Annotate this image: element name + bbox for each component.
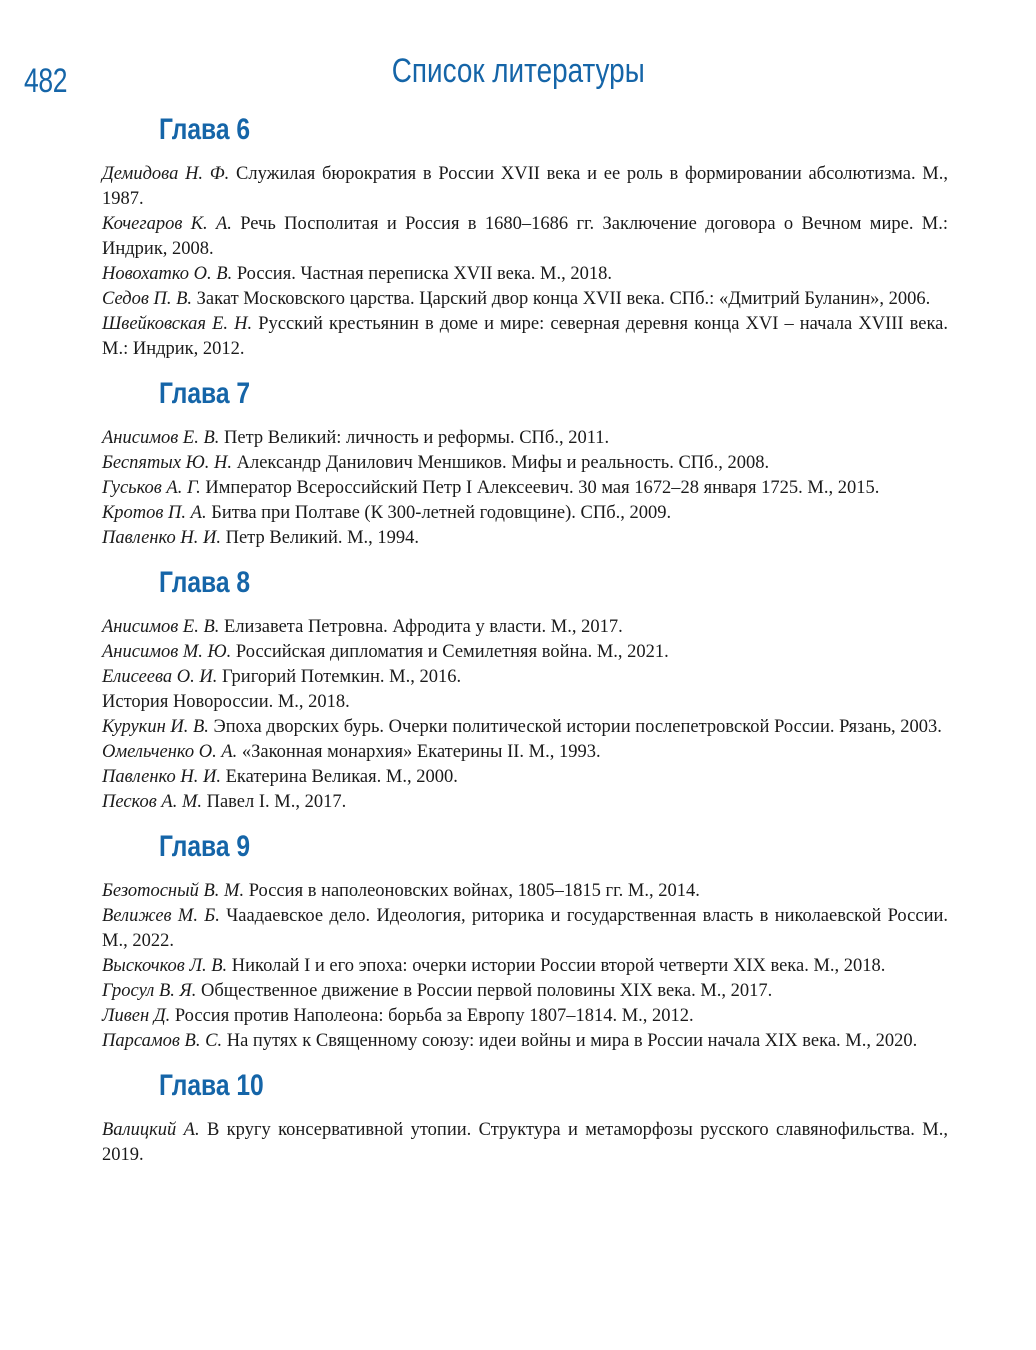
entry-author: Павленко Н. И. xyxy=(102,767,221,787)
bibliography-entry xyxy=(102,451,948,476)
chapter-title: Глава 9 xyxy=(159,830,251,863)
entry-title: Николай I и его эпоха: очерки истории России второй четверти XIX века. М., 2018. xyxy=(227,956,886,976)
bibliography-entry xyxy=(102,979,948,1004)
bibliography-entry xyxy=(102,1004,948,1029)
bibliography-entry xyxy=(102,615,948,640)
entry-author: Павленко Н. И. xyxy=(102,528,221,548)
entry-author: Омельченко О. А. xyxy=(102,742,238,762)
bibliography-entry xyxy=(102,1118,948,1168)
chapter-title: Глава 6 xyxy=(159,113,251,146)
bibliography-list xyxy=(102,1118,948,1168)
bibliography-entry xyxy=(102,287,948,312)
bibliography-list xyxy=(102,879,948,1054)
entry-title: Служилая бюрократия в России XVII века и ее роль в формировании абсолютизма. М., 1987. xyxy=(102,164,948,209)
entry-author: Песков А. М. xyxy=(102,792,202,812)
entry-author: Седов П. В. xyxy=(102,289,193,309)
entry-author: Выскочков Л. В. xyxy=(102,956,228,976)
entry-title: История Новороссии. М., 2018. xyxy=(102,692,350,712)
entry-title: Общественное движение в России первой половины XIX века. М., 2017. xyxy=(196,981,773,1001)
entry-author: Кочегаров К. А. xyxy=(102,214,232,234)
chapter-section xyxy=(102,827,948,1054)
bibliography-entry xyxy=(102,262,948,287)
chapter-section xyxy=(102,374,948,551)
chapter-title: Глава 7 xyxy=(159,377,251,410)
entry-title: Эпоха дворских бурь. Очерки политической истории послепетровской России. Рязань, 2003. xyxy=(208,717,942,737)
entry-author: Анисимов Е. В. xyxy=(102,617,220,637)
page-number: 482 xyxy=(24,62,68,100)
entry-title: Российская дипломатия и Семилетняя война. М., 2021. xyxy=(231,642,669,662)
running-title xyxy=(0,52,1036,91)
entry-title: Россия против Наполеона: борьба за Европу 1807–1814. М., 2012. xyxy=(170,1006,694,1026)
entry-author: Беспятых Ю. Н. xyxy=(102,453,232,473)
chapter-section xyxy=(102,1066,948,1168)
entry-author: Новохатко О. В. xyxy=(102,264,233,284)
chapter-section xyxy=(102,110,948,362)
entry-title: Елизавета Петровна. Афродита у власти. М., 2017. xyxy=(219,617,623,637)
entry-author: Курукин И. В. xyxy=(102,717,209,737)
bibliography-entry xyxy=(102,954,948,979)
bibliography-content xyxy=(102,110,948,1168)
entry-title: Император Всероссийский Петр I Алексеевич. 30 мая 1672–28 января 1725. М., 2015. xyxy=(200,478,880,498)
running-title-text: Список литературы xyxy=(391,52,645,90)
bibliography-entry xyxy=(102,212,948,262)
entry-author: Елисеева О. И. xyxy=(102,667,218,687)
entry-title: Александр Данилович Меншиков. Мифы и реальность. СПб., 2008. xyxy=(232,453,770,473)
bibliography-entry xyxy=(102,526,948,551)
entry-title: В кругу консервативной утопии. Структура и метаморфозы русского славянофильства. М., 2019. xyxy=(102,1120,948,1165)
entry-author: Ливен Д. xyxy=(102,1006,171,1026)
entry-author: Безотосный В. М. xyxy=(102,881,245,901)
bibliography-entry xyxy=(102,476,948,501)
bibliography-entry xyxy=(102,1029,948,1054)
bibliography-entry xyxy=(102,690,948,715)
bibliography-entry xyxy=(102,765,948,790)
entry-author: Швейковская Е. Н. xyxy=(102,314,253,334)
bibliography-entry xyxy=(102,162,948,212)
entry-title: Русский крестьянин в доме и мире: северная деревня конца XVI – начала XVIII века. М.: Индрик, 2012. xyxy=(102,314,949,359)
entry-author: Анисимов М. Ю. xyxy=(102,642,232,662)
entry-title: Екатерина Великая. М., 2000. xyxy=(220,767,458,787)
entry-title: Петр Великий. М., 1994. xyxy=(220,528,420,548)
entry-title: Россия. Частная переписка XVII века. М., 2018. xyxy=(232,264,612,284)
entry-title: Битва при Полтаве (К 300-летней годовщине). СПб., 2009. xyxy=(206,503,672,523)
entry-title: Павел I. М., 2017. xyxy=(201,792,347,812)
entry-title: На путях к Священному союзу: идеи войны и мира в России начала XIX века. М., 2020. xyxy=(222,1031,918,1051)
entry-author: Демидова Н. Ф. xyxy=(102,164,230,184)
entry-author: Анисимов Е. В. xyxy=(102,428,220,448)
entry-author: Гуськов А. Г. xyxy=(102,478,201,498)
bibliography-entry xyxy=(102,426,948,451)
bibliography-entry xyxy=(102,312,948,362)
entry-author: Велижев М. Б. xyxy=(102,906,220,926)
bibliography-entry xyxy=(102,740,948,765)
bibliography-entry xyxy=(102,790,948,815)
entry-title: Россия в наполеоновских войнах, 1805–1815 гг. М., 2014. xyxy=(244,881,700,901)
chapter-title: Глава 10 xyxy=(159,1069,264,1102)
entry-title: Григорий Потемкин. М., 2016. xyxy=(217,667,462,687)
bibliography-entry xyxy=(102,904,948,954)
bibliography-entry xyxy=(102,715,948,740)
entry-author: Кротов П. А. xyxy=(102,503,207,523)
bibliography-entry xyxy=(102,879,948,904)
bibliography-list xyxy=(102,426,948,551)
entry-author: Валицкий А. xyxy=(102,1120,200,1140)
entry-title: Петр Великий: личность и реформы. СПб., 2011. xyxy=(219,428,610,448)
entry-title: Закат Московского царства. Царский двор конца XVII века. СПб.: «Дмитрий Буланин», 2006. xyxy=(192,289,931,309)
entry-title: Речь Посполитая и Россия в 1680–1686 гг. Заключение договора о Вечном мире. М.: Индрик, 2008. xyxy=(102,214,948,259)
bibliography-list xyxy=(102,615,948,815)
chapter-section xyxy=(102,563,948,815)
bibliography-list xyxy=(102,162,948,362)
chapter-title: Глава 8 xyxy=(159,566,251,599)
bibliography-entry xyxy=(102,640,948,665)
bibliography-entry xyxy=(102,501,948,526)
entry-author: Гросул В. Я. xyxy=(102,981,197,1001)
entry-title: Чаадаевское дело. Идеология, риторика и государственная власть в николаевской России. М., 2022. xyxy=(102,906,948,951)
bibliography-entry xyxy=(102,665,948,690)
entry-author: Парсамов В. С. xyxy=(102,1031,223,1051)
entry-title: «Законная монархия» Екатерины II. М., 1993. xyxy=(237,742,601,762)
